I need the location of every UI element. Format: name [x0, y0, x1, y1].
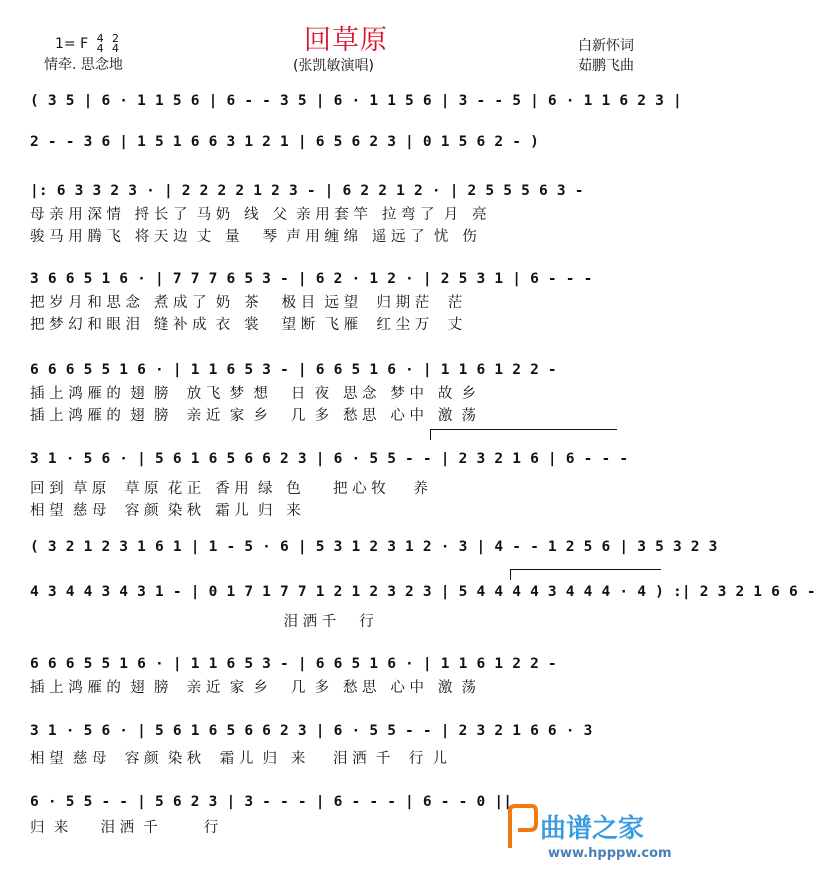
lyric-verse-1: 泪 洒 千 行	[30, 614, 374, 630]
time-signature-b: 2 4	[112, 32, 120, 55]
lyric-verse-2: 骏 马 用 腾 飞 将 天 边 丈 量 琴 声 用 缠 绵 遥 远 了 忧 伤	[30, 229, 477, 245]
notation-line: 3 1 · 5 6 · | 5 6 1 6 5 6 6 2 3 | 6 · 5 5 - - | 2 3 2 1 6 6 · 3	[30, 723, 593, 739]
lyric-verse-2: 相 望 慈 母 容 颜 染 秋 霜 儿 归 来	[30, 503, 301, 519]
song-title: 回草原	[304, 25, 388, 56]
key-signature	[55, 34, 119, 54]
lyric-verse-1: 把 岁 月 和 思 念 煮 成 了 奶 茶 极 目 远 望 归 期 茫 茫	[30, 295, 463, 311]
notation-line: ( 3 5 | 6 · 1 1 5 6 | 6 - - 3 5 | 6 · 1 1 5 6 | 3 - - 5 | 6 · 1 1 6 2 3 |	[30, 93, 682, 109]
volta-bracket-1	[430, 429, 617, 440]
lyric-verse-2: 把 梦 幻 和 眼 泪 缝 补 成 衣 裳 望 断 飞 雁 红 尘 万 丈	[30, 317, 463, 333]
notation-line: 2 - - 3 6 | 1 5 1 6 6 3 1 2 1 | 6 5 6 2 3 | 0 1 5 6 2 - )	[30, 134, 539, 150]
lyric-verse-1: 相 望 慈 母 容 颜 染 秋 霜 儿 归 来 泪 洒 千 行 儿	[30, 751, 448, 767]
lyric-verse-2: 插 上 鸿 雁 的 翅 膀 亲 近 家 乡 几 多 愁 思 心 中 激 荡	[30, 408, 477, 424]
composer-credit: 茹鹏飞曲	[578, 58, 634, 74]
watermark-logo-icon	[506, 804, 538, 852]
tempo-expression: 情牵. 思念地	[44, 57, 123, 73]
lyricist-credit: 白新怀词	[578, 38, 634, 54]
lyric-verse-1: 回 到 草 原 草 原 花 正 香 用 绿 色 把 心 牧 养	[30, 481, 428, 497]
lyric-verse-1: 母 亲 用 深 情 捋 长 了 马 奶 线 父 亲 用 套 竿 拉 弯 了 月 亮	[30, 207, 487, 223]
lyric-verse-1: 归 来 泪 洒 千 行	[30, 820, 219, 836]
notation-line: 3 6 6 5 1 6 · | 7 7 7 6 5 3 - | 6 2 · 1 2 · | 2 5 3 1 | 6 - - -	[30, 271, 593, 287]
notation-line: 6 6 6 5 5 1 6 · | 1 1 6 5 3 - | 6 6 5 1 6 · | 1 1 6 1 2 2 -	[30, 656, 557, 672]
notation-line: 4 3 4 4 3 4 3 1 - | 0 1 7 1 7 7 1 2 1 2 3 2 3 | 5 4 4 4 4 3 4 4 4 · 4 ) :| 2 3 2 1 6 6 -	[30, 584, 816, 600]
notation-line: 3 1 · 5 6 · | 5 6 1 6 5 6 6 2 3 | 6 · 5 5 - - | 2 3 2 1 6 | 6 - - -	[30, 451, 629, 467]
volta-bracket-2	[510, 569, 661, 580]
time-signature-a: 4 4	[96, 32, 104, 55]
lyric-verse-1: 插 上 鸿 雁 的 翅 膀 亲 近 家 乡 几 多 愁 思 心 中 激 荡	[30, 680, 477, 696]
watermark-brand: 曲谱之家	[540, 814, 645, 844]
notation-line: 6 6 6 5 5 1 6 · | 1 1 6 5 3 - | 6 6 5 1 6 · | 1 1 6 1 2 2 -	[30, 362, 557, 378]
watermark-url: www.hpppw.com	[548, 846, 672, 861]
notation-line: |: 6 3 3 2 3 · | 2 2 2 2 1 2 3 - | 6 2 2 1 2 · | 2 5 5 5 6 3 -	[30, 183, 584, 199]
notation-line: 6 · 5 5 - - | 5 6 2 3 | 3 - - - | 6 - - - | 6 - - 0 ||	[30, 794, 513, 810]
notation-line: ( 3 2 1 2 3 1 6 1 | 1 - 5 · 6 | 5 3 1 2 3 1 2 · 3 | 4 - - 1 2 5 6 | 3 5 3 2 3	[30, 539, 718, 555]
performer-credit: (张凯敏演唱)	[293, 58, 374, 74]
key-label: 1= F	[55, 36, 89, 52]
lyric-verse-1: 插 上 鸿 雁 的 翅 膀 放 飞 梦 想 日 夜 思 念 梦 中 故 乡	[30, 386, 477, 402]
